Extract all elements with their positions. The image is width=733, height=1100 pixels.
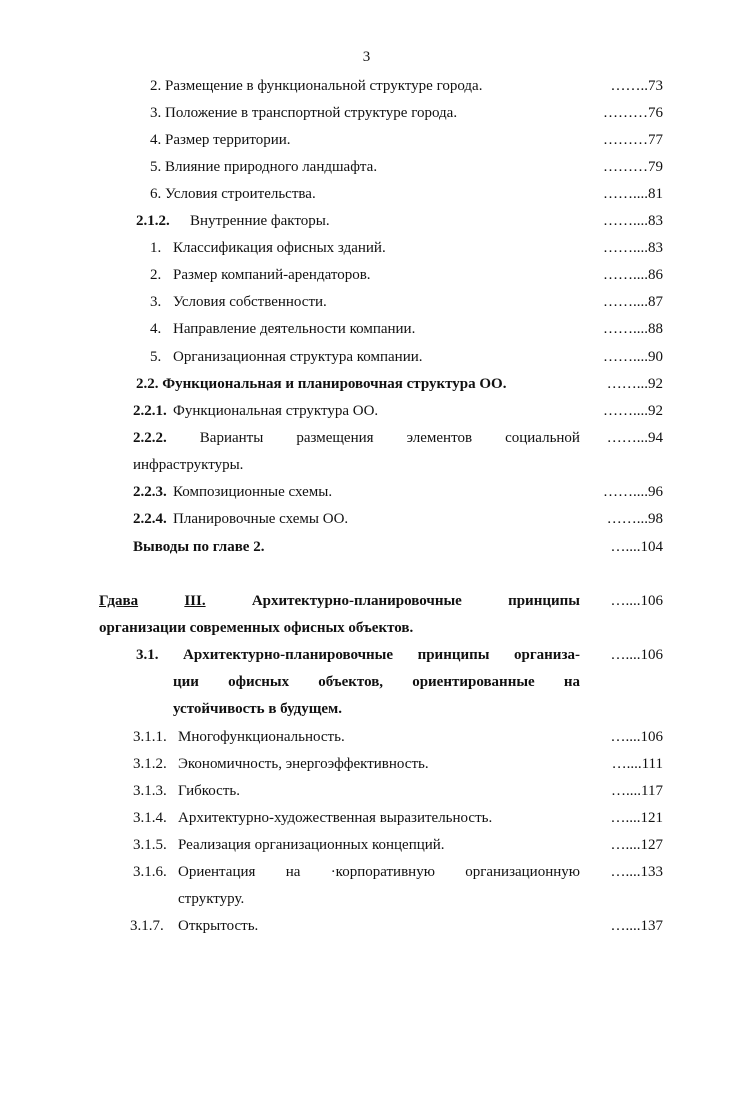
toc-word: принципы	[508, 593, 580, 609]
toc-entry: 5. Влияние природного ландшафта.	[150, 159, 378, 175]
toc-page: …....137	[610, 918, 663, 934]
toc-entry: Композиционные схемы.	[173, 484, 333, 500]
toc-section-continuation: устойчивость в будущем.	[173, 701, 343, 717]
toc-page: ……....83	[603, 213, 663, 229]
toc-page: …....127	[610, 837, 663, 853]
toc-chapter-continuation: организации современных офисных объектов.	[99, 620, 414, 636]
toc-page: …....104	[610, 539, 663, 555]
toc-entry: 4. Размер территории.	[150, 132, 291, 148]
toc-page: ……....81	[603, 186, 663, 202]
toc-entry: Направление деятельности компании.	[173, 321, 416, 337]
toc-entry-number: 2.2.4.	[133, 511, 167, 527]
toc-entry-number: 3.1.5.	[133, 837, 167, 853]
toc-word: офисных	[228, 674, 290, 690]
toc-entry-number: 2.2.1.	[133, 403, 167, 419]
toc-page: …....106	[610, 729, 663, 745]
toc-page: ……....96	[603, 484, 663, 500]
toc-entry: Многофункциональность.	[178, 729, 345, 745]
toc-word: Варианты	[199, 430, 264, 446]
toc-page: …....111	[611, 756, 663, 772]
toc-word: ции	[173, 674, 199, 690]
toc-word: элементов	[406, 430, 473, 446]
toc-page: …....106	[610, 593, 663, 609]
toc-entry-number: 3.1.6.	[133, 864, 167, 880]
toc-entry-number: 3.1.1.	[133, 729, 167, 745]
toc-page: ………76	[603, 105, 663, 121]
toc-entry-number: 2.1.2.	[136, 213, 170, 229]
toc-word: организа-	[514, 647, 580, 663]
toc-word: объектов,	[318, 674, 384, 690]
toc-section-heading: 2.2. Функциональная и планировочная структура ОО.	[136, 376, 507, 392]
toc-page: ……....83	[603, 240, 663, 256]
toc-entry-number: 3.1.2.	[133, 756, 167, 772]
toc-chapter-heading	[99, 591, 580, 611]
toc-entry: Реализация организационных концепций.	[178, 837, 445, 853]
toc-section-continuation	[173, 672, 580, 692]
toc-entry-number: 1.	[150, 240, 162, 256]
toc-word: Архитектурно-планировочные	[183, 647, 394, 663]
toc-page: …....133	[610, 864, 663, 880]
toc-page: ……....90	[603, 349, 663, 365]
toc-entry-number: 3.1.4.	[133, 810, 167, 826]
toc-page: ……....87	[603, 294, 663, 310]
toc-word: на	[563, 674, 580, 690]
toc-page: ……....88	[603, 321, 663, 337]
toc-entry: Архитектурно-художественная выразительность.	[178, 810, 493, 826]
toc-entry-justified	[133, 428, 580, 448]
toc-entry: Внутренние факторы.	[190, 213, 330, 229]
toc-entry-number: 2.2.2.	[133, 430, 167, 446]
toc-page: ……....86	[603, 267, 663, 283]
chapter-label: Гдава	[99, 593, 139, 609]
toc-entry-number: 2.	[150, 267, 162, 283]
toc-entry-number: 2.2.3.	[133, 484, 167, 500]
toc-entry: Открытость.	[178, 918, 259, 934]
toc-word: ·корпоративную	[330, 864, 435, 880]
toc-entry: Экономичность, энергоэффективность.	[178, 756, 429, 772]
toc-entry: 3. Положение в транспортной структуре города.	[150, 105, 458, 121]
toc-page: …....121	[610, 810, 663, 826]
toc-entry: 6. Условия строительства.	[150, 186, 316, 202]
toc-entry-number: 3.1.7.	[130, 918, 164, 934]
toc-entry-number: 3.1.	[136, 647, 159, 663]
toc-entry: Размер компаний-арендаторов.	[173, 267, 371, 283]
toc-entry: Функциональная структура ОО.	[173, 403, 379, 419]
toc-entry-number: 5.	[150, 349, 162, 365]
toc-word: организационную	[465, 864, 580, 880]
toc-page: ………77	[603, 132, 663, 148]
toc-entry-number: 3.	[150, 294, 162, 310]
toc-entry: Планировочные схемы ОО.	[173, 511, 349, 527]
toc-section-heading	[136, 645, 580, 665]
toc-page: …....117	[611, 783, 663, 799]
toc-page: …....106	[610, 647, 663, 663]
toc-entry-continuation: инфраструктуры.	[133, 457, 244, 473]
toc-word: на	[285, 864, 301, 880]
toc-word: Архитектурно-планировочные	[251, 593, 462, 609]
toc-entry: 2. Размещение в функциональной структуре города.	[150, 78, 483, 94]
toc-word: принципы	[417, 647, 490, 663]
toc-word: ориентированные	[412, 674, 535, 690]
toc-word: Ориентация	[178, 864, 256, 880]
toc-entry: Классификация офисных зданий.	[173, 240, 386, 256]
toc-page: ……..73	[610, 78, 663, 94]
toc-entry-number: 3.1.3.	[133, 783, 167, 799]
toc-page: ………79	[603, 159, 663, 175]
toc-entry-number: 4.	[150, 321, 162, 337]
page-number: 3	[362, 49, 371, 65]
toc-word: размещения	[296, 430, 374, 446]
chapter-number: III.	[184, 593, 206, 609]
toc-page: ……...94	[606, 430, 663, 446]
toc-page: ……...98	[606, 511, 663, 527]
toc-page: ……....92	[603, 403, 663, 419]
toc-entry-continuation: структуру.	[178, 891, 245, 907]
toc-entry: Организационная структура компании.	[173, 349, 423, 365]
toc-entry: Условия собственности.	[173, 294, 327, 310]
toc-entry-justified	[178, 862, 580, 882]
toc-page: ……...92	[606, 376, 663, 392]
toc-entry: Гибкость.	[178, 783, 240, 799]
toc-word: социальной	[505, 430, 580, 446]
toc-conclusion: Выводы по главе 2.	[133, 539, 265, 555]
